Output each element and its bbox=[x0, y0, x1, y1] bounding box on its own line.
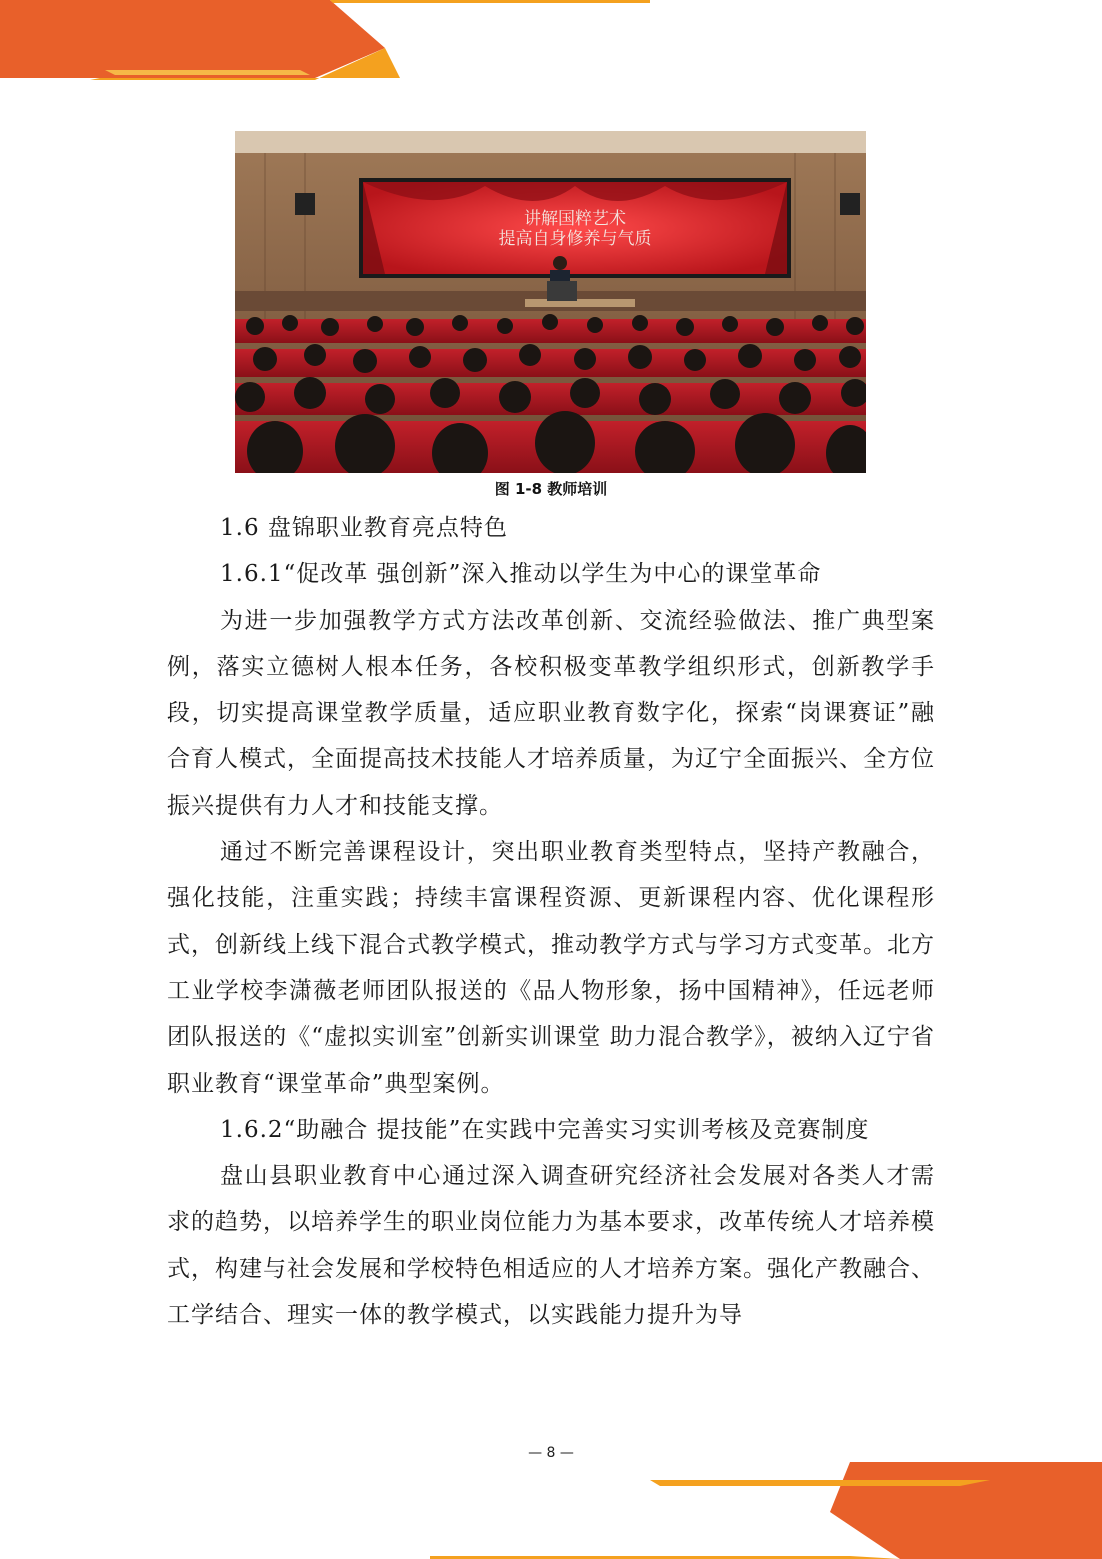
page-number: — 8 — bbox=[528, 1445, 574, 1461]
section-heading-1-6: 1.6 盘锦职业教育亮点特色 bbox=[220, 515, 508, 541]
footer-decoration bbox=[430, 1460, 1102, 1559]
paragraph-1: 为进一步加强教学方式方法改革创新、交流经验做法、推广典型案例，落实立德树人根本任务，各校积极变革教学组织形式，创新教学手段，切实提高课堂教学质量，适应职业教育数字化，探索“岗课赛证”融合育人模式，全面提高技术技能人才培养质量，为辽宁全面振兴、全方位振兴提供有力人才和技能支撑。 bbox=[167, 607, 935, 819]
screen-title-line2: 提高自身修养与气质 bbox=[498, 229, 652, 249]
header-decoration bbox=[0, 0, 650, 90]
section-heading-1-6-2: 1.6.2“助融合 提技能”在实践中完善实习实训考核及竞赛制度 bbox=[220, 1116, 870, 1143]
figure-photo bbox=[235, 131, 866, 473]
section-heading-1-6-1: 1.6.1“促改革 强创新”深入推动以学生为中心的课堂革命 bbox=[220, 561, 822, 588]
document-body bbox=[167, 505, 935, 1338]
paragraph-3: 盘山县职业教育中心通过深入调查研究经济社会发展对各类人才需求的趋势，以培养学生的职业岗位能力为基本要求，改革传统人才培养模式，构建与社会发展和学校特色相适应的人才培养方案。强化产教融合、工学结合、理实一体的教学模式，以实践能力提升为导 bbox=[167, 1163, 935, 1329]
paragraph-2: 通过不断完善课程设计，突出职业教育类型特点，坚持产教融合，强化技能，注重实践；持续丰富课程资源、更新课程内容、优化课程形式，创新线上线下混合式教学模式，推动教学方式与学习方式变革。北方工业学校李潇薇老师团队报送的《品人物形象，扬中国精神》，任远老师团队报送的《“虚拟实训室”创新实训课堂 助力混合教学》，被纳入辽宁省职业教育“课堂革命”典型案例。 bbox=[167, 839, 935, 1097]
screen-title-line1: 讲解国粹艺术 bbox=[524, 209, 626, 229]
lecture-hall-illustration bbox=[235, 131, 866, 473]
figure-caption: 图 1-8 教师培训 bbox=[494, 480, 608, 498]
